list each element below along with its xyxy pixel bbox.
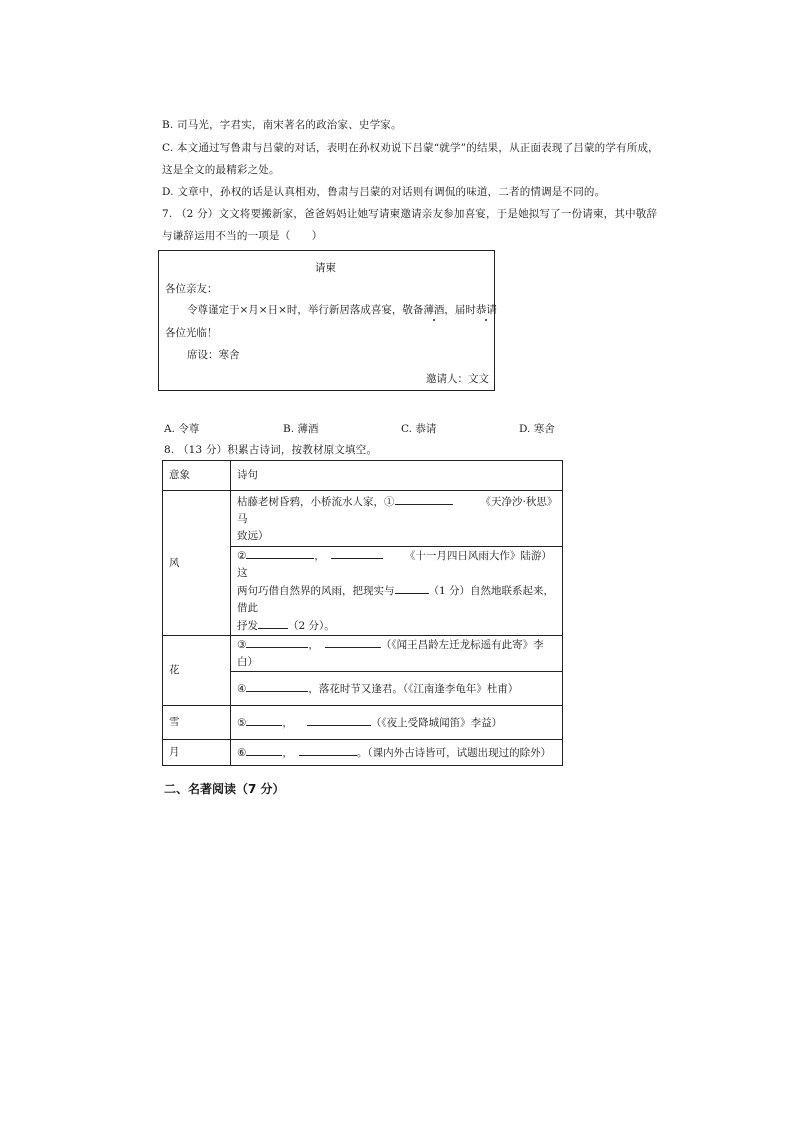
invitation-body-line-1 xyxy=(187,302,497,317)
blank-2a[interactable] xyxy=(246,547,314,559)
verse-cell-6: ⑥ ， 。（课内外古诗皆可，试题出现过的除外） xyxy=(231,740,563,766)
question-8-title: 8. （13 分）积累古诗词，按教材原文填空。 xyxy=(164,444,378,456)
blank-2b[interactable] xyxy=(331,547,383,559)
blank-5a[interactable] xyxy=(246,714,282,726)
verse-cell-1: 枯藤老树昏鸦，小桥流水人家，① 《天净沙·秋思》马 致远） xyxy=(231,491,563,547)
table-row xyxy=(163,706,563,740)
invitation-greeting: 各位亲友： xyxy=(165,283,218,295)
blank-3a[interactable] xyxy=(246,636,308,648)
verse-cell-4: ④ ，落花时节又逢君。（《江南逢李龟年》杜甫） xyxy=(231,672,563,706)
invitation-signature: 邀请人：文文 xyxy=(426,373,489,385)
blank-2d[interactable] xyxy=(258,617,288,629)
invitation-body-pre: 令尊谨定于×月×日×时，举行新居落成喜宴，敬备 xyxy=(187,304,424,316)
table-row xyxy=(163,491,563,547)
question-7-line-2: 与谦辞运用不当的一项是（ ） xyxy=(162,230,323,242)
word-bojiu: 薄酒 xyxy=(423,304,445,316)
choice-c: C. 恭请 xyxy=(401,423,437,435)
invitation-body-line-2: 各位光临！ xyxy=(165,327,218,339)
blank-6a[interactable] xyxy=(246,744,282,756)
verse-cell-3: ③ ， （《闻王昌龄左迁龙标遥有此寄》李白） xyxy=(231,636,563,672)
header-verse: 诗句 xyxy=(231,461,563,491)
section-2-heading: 二、名著阅读（7 分） xyxy=(164,782,285,796)
word-gongqing: 恭请 xyxy=(475,304,497,316)
blank-2c[interactable] xyxy=(395,582,429,594)
imagery-wind: 风 xyxy=(163,491,231,636)
blank-6b[interactable] xyxy=(299,744,357,756)
choice-d: D. 寒舍 xyxy=(519,423,555,435)
option-b-line: B. 司马光，字君实，南宋著名的政治家、史学家。 xyxy=(162,119,402,131)
question-7-line-1: 7. （2 分）文文将要搬新家，爸爸妈妈让她写请柬邀请亲友参加喜宴，于是她拟写了一份请柬，其中敬辞 xyxy=(162,208,658,220)
blank-1[interactable] xyxy=(395,493,453,505)
invitation-card xyxy=(158,250,495,391)
blank-5b[interactable] xyxy=(307,714,371,726)
option-d-line: D. 文章中，孙权的话是认真相劝，鲁肃与吕蒙的对话则有调侃的味道，二者的情调是不同的。 xyxy=(162,186,606,198)
poem-table xyxy=(162,460,563,766)
invitation-title: 请柬 xyxy=(315,262,336,274)
invitation-body-mid: ，届时 xyxy=(444,304,476,316)
table-row xyxy=(163,740,563,766)
option-c-line-2: 这是全文的最精彩之处。 xyxy=(162,164,280,176)
table-row xyxy=(163,636,563,672)
choice-b: B. 薄酒 xyxy=(283,423,319,435)
imagery-snow: 雪 xyxy=(163,706,231,740)
verse-cell-2: ② ， 《十一月四日风雨大作》陆游） 这 两句巧借自然界的风雨，把现实与 （1 分）自然地联系起来，借此 抒发 （2 分）。 xyxy=(231,547,563,636)
blank-3b[interactable] xyxy=(325,636,381,648)
invitation-venue: 席设：寒舍 xyxy=(187,349,240,361)
imagery-moon: 月 xyxy=(163,740,231,766)
header-imagery: 意象 xyxy=(163,461,231,491)
imagery-flower: 花 xyxy=(163,636,231,706)
option-c-line-1: C. 本文通过写鲁肃与吕蒙的对话，表明在孙权劝说下吕蒙“就学”的结果，从正面表现了吕蒙的学有所成， xyxy=(162,142,659,154)
choice-a: A. 令尊 xyxy=(164,423,200,435)
verse-cell-5: ⑤ ， （《夜上受降城闻笛》李益） xyxy=(231,706,563,740)
table-header-row xyxy=(163,461,563,491)
blank-4[interactable] xyxy=(246,680,308,692)
